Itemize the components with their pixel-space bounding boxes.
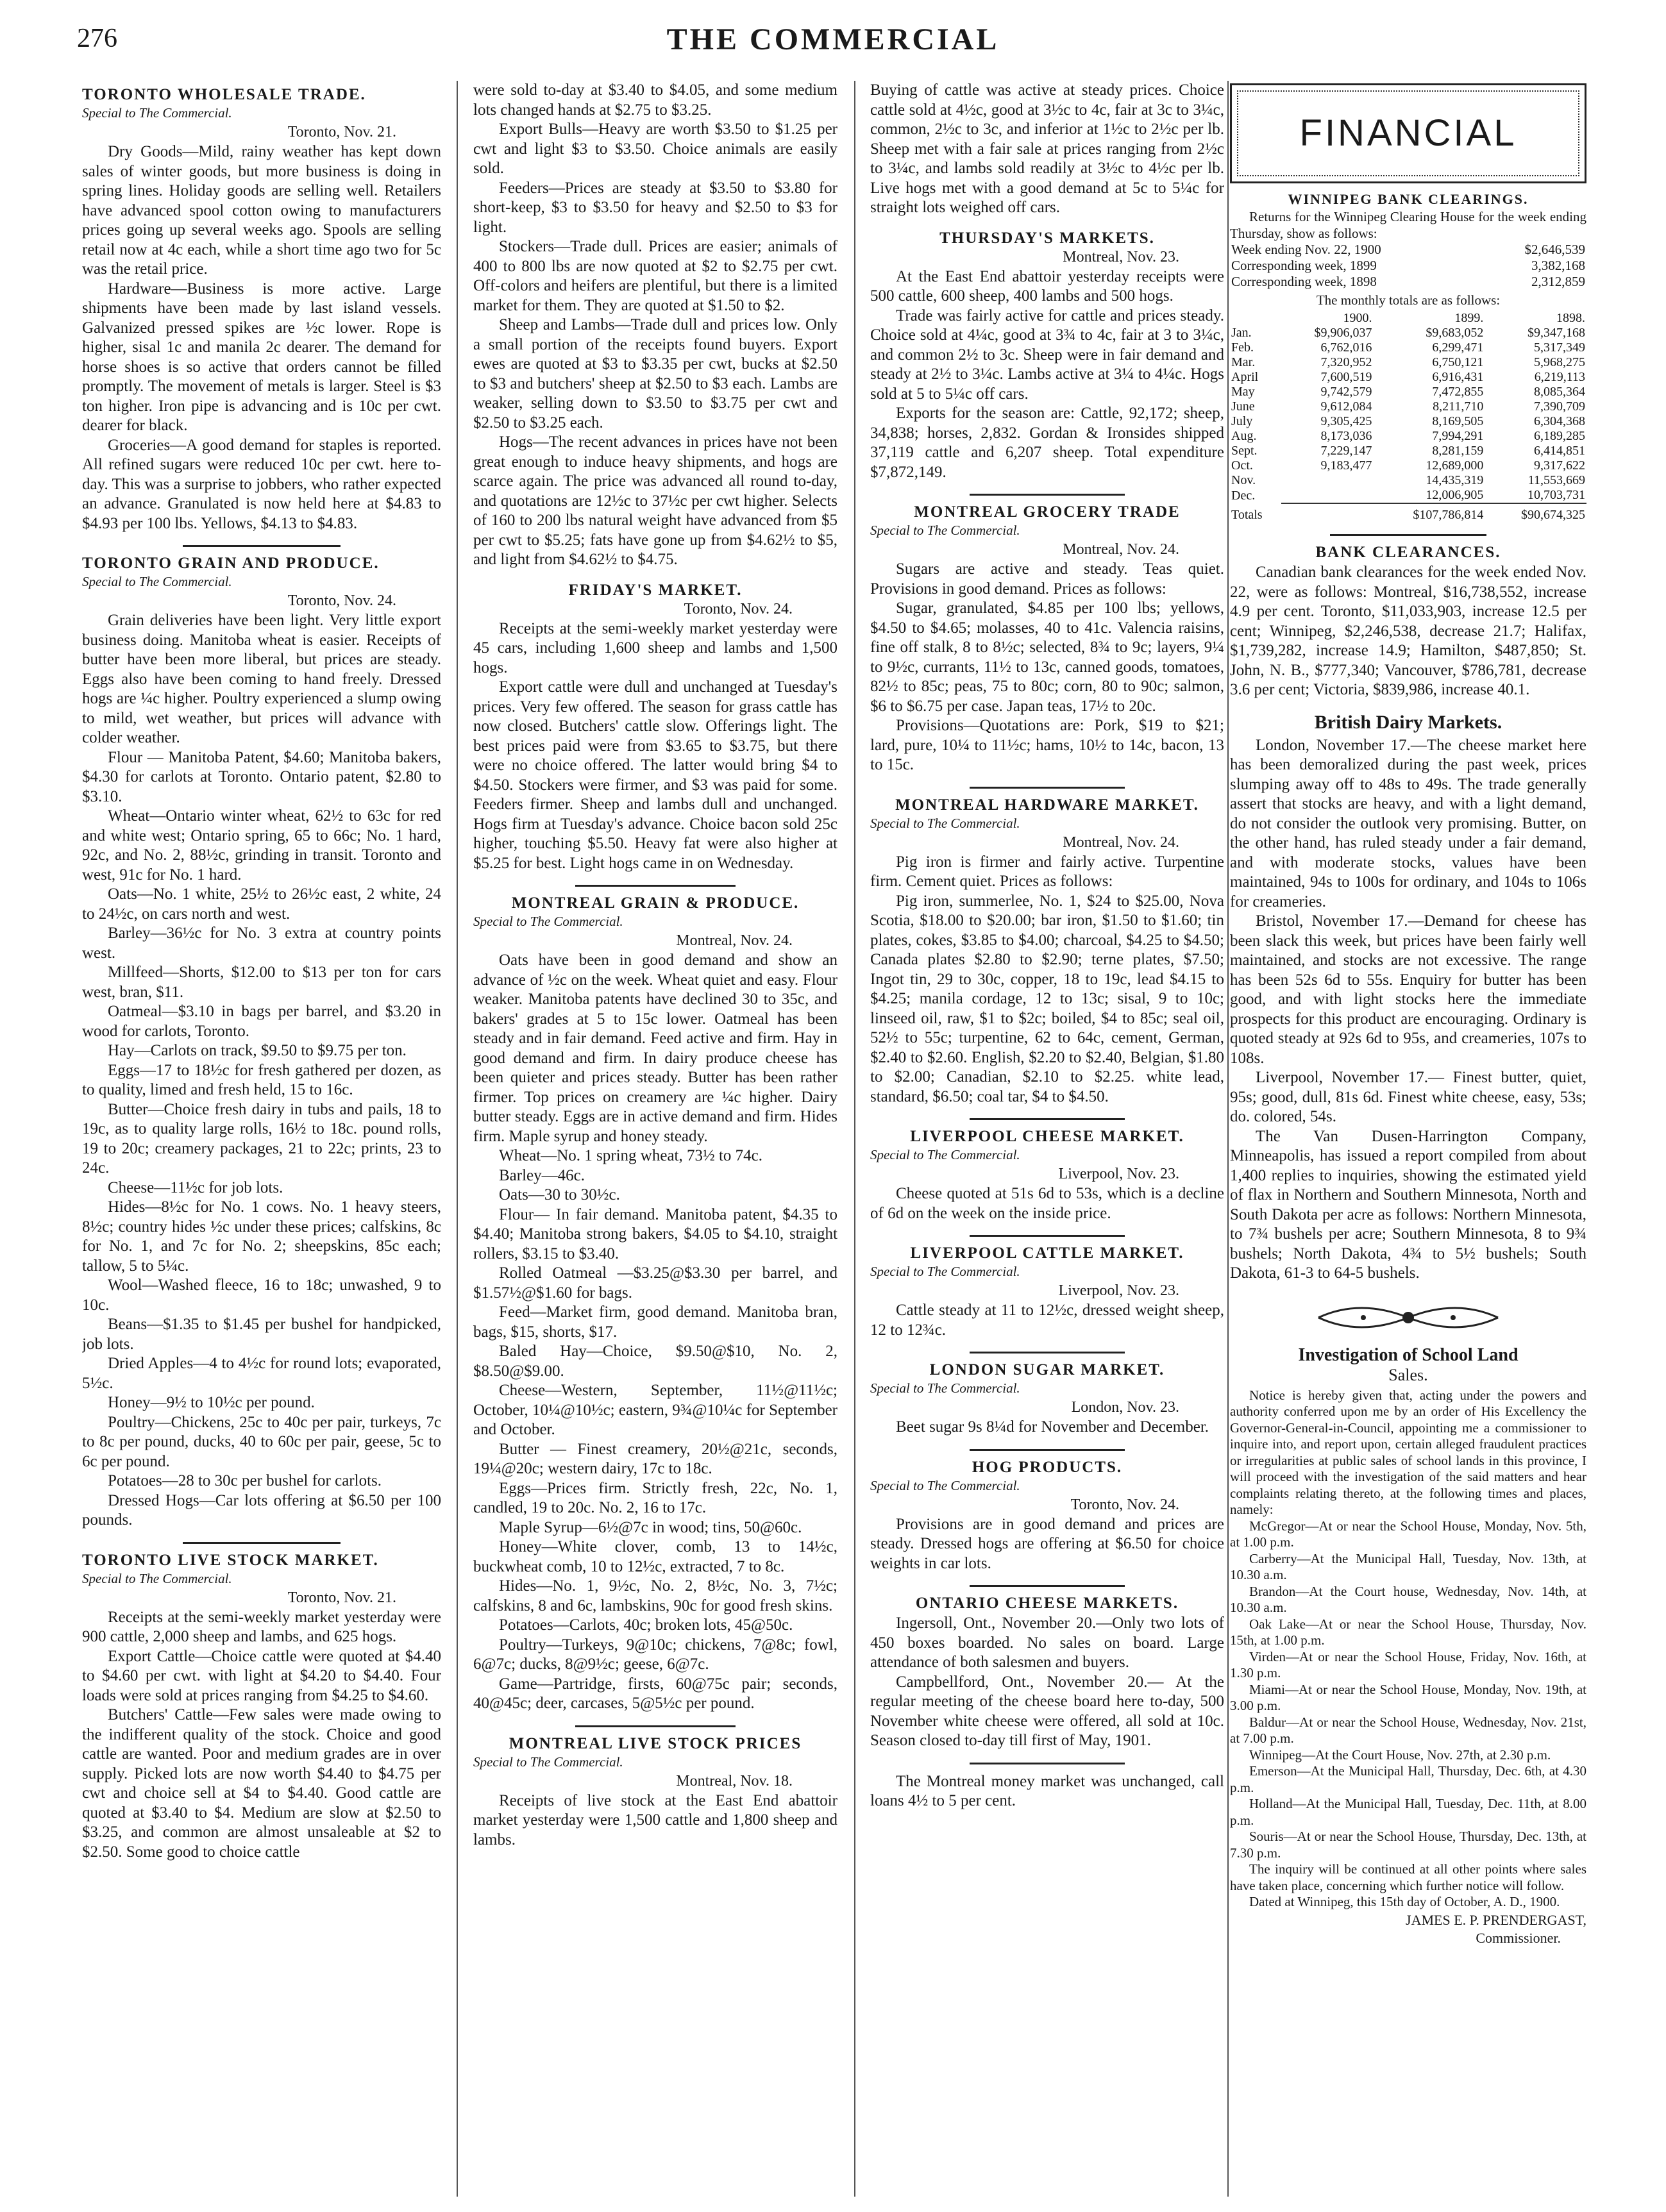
paragraph: Export Bulls—Heavy are worth $3.50 to $1.25 per cwt and light $3 to $3.50. Choice animals are easily sold.	[473, 121, 837, 177]
article-title: WINNIPEG BANK CLEARINGS.	[1288, 191, 1529, 207]
table-cell: 8,085,364	[1534, 385, 1585, 399]
article-title: ONTARIO CHEESE MARKETS.	[915, 1595, 1179, 1612]
paragraph: Maple Syrup—6½@7c in wood; tins, 50@60c.	[499, 1518, 802, 1536]
table-cell: Totals	[1231, 507, 1263, 522]
paragraph: Hides—8½c for No. 1 cows. No. 1 heavy steers, 8½c; country hides ½c under these prices; calfskins, 8c for No. 1, and 7c for No. 2; sheepskins, 85c each; tallow, 5 to 5¼c.	[82, 1198, 441, 1275]
table-cell: Corresponding week, 1898	[1231, 274, 1377, 289]
table-header-cell: 1899.	[1454, 311, 1484, 325]
totals-row	[1230, 503, 1586, 523]
table-cell: 6,916,431	[1432, 370, 1484, 384]
paragraph: Rolled Oatmeal —$3.25@$3.30 per barrel, and $1.57½@$1.60 for bags.	[473, 1264, 837, 1302]
paragraph: Eggs—17 to 18½c for fresh gathered per dozen, as to quality, limed and fresh held, 15 to 16c.	[82, 1061, 441, 1098]
table-cell: Jan.	[1231, 326, 1252, 340]
article-body	[1230, 736, 1586, 1284]
article-body	[82, 611, 441, 1530]
paragraph: Eggs—Prices firm. Strictly fresh, 22c, No. 1, candled, 19 to 20c. No. 2, 16 to 17c.	[473, 1479, 837, 1516]
article-body	[473, 619, 837, 874]
table-cell: 2,312,859	[1531, 274, 1585, 289]
article-body	[870, 1418, 1224, 1437]
paragraph: Liverpool, November 17.— Finest butter, quiet, 95s; good, dull, 81s 6d. Finest white cheese, easy, 53s; do. colored, 54s.	[1230, 1069, 1586, 1125]
schedule-item: Brandon—At the Court house, Wednesday, Nov. 14th, at 10.30 a.m.	[1230, 1583, 1586, 1615]
table-header-row	[1230, 311, 1586, 326]
montreal-livestock-continued	[870, 81, 1224, 218]
article-body	[870, 1614, 1224, 1751]
section-divider	[970, 1449, 1125, 1451]
paragraph: Groceries—A good demand for staples is reported. All refined sugars were reduced 10c per cwt. here to-day. This was a surprise to jobbers, who rather expected an advance. Granulated is now held here at $4.83 to $4.93 per 100 lbs. Yellows, $4.13 to $4.83.	[82, 436, 441, 532]
paragraph: Stockers—Trade dull. Prices are easier; animals of 400 to 800 lbs are now quoted at $2 to $2.75 per cwt. Off-colors and heifers are plentiful, but there is a limited market for them. They are quoted at $1.50 to $2.	[473, 238, 837, 314]
london-sugar-article	[870, 1361, 1224, 1437]
paragraph: Wheat—Ontario winter wheat, 62½ to 63c for red and white west; Ontario spring, 65 to 66c; No. 1 hard, 92c, and No. 2, 88½c, grinding in transit. Toronto and west, 91c for No. 1 hard.	[82, 807, 441, 884]
paragraph: Baled Hay—Choice, $9.50@$10, No. 2, $8.50@$9.00.	[473, 1343, 837, 1380]
british-dairy-article	[1230, 712, 1586, 1284]
section-divider	[970, 787, 1125, 789]
section-divider	[970, 1352, 1125, 1353]
table-cell: June	[1231, 399, 1255, 414]
schedule-item: Souris—At or near the School House, Thursday, Dec. 13th, at 7.30 p.m.	[1230, 1829, 1586, 1861]
table-row	[1230, 429, 1586, 444]
liverpool-cheese-article	[870, 1128, 1224, 1223]
bank-clearances-article	[1230, 544, 1586, 700]
paragraph: Receipts of live stock at the East End abattoir market yesterday were 1,500 cattle and 1,800 sheep and lambs.	[473, 1791, 837, 1848]
dateline: Montreal, Nov. 24.	[1063, 541, 1179, 558]
table-cell: 8,173,036	[1320, 429, 1372, 443]
table-row	[1230, 385, 1586, 399]
paragraph: Provisions are in good demand and prices are steady. Dressed hogs are offering at $6.50 for choice weights in car lots.	[870, 1515, 1224, 1572]
ontario-cheese-article	[870, 1595, 1224, 1751]
schedule-item: Oak Lake—At or near the School House, Thursday, Nov. 15th, at 1.00 p.m.	[1230, 1616, 1586, 1648]
montreal-livestock-article	[473, 1735, 837, 1850]
dateline: Montreal, Nov. 18.	[676, 1772, 793, 1789]
article-body	[870, 1772, 1224, 1811]
table-cell: $9,906,037	[1314, 326, 1372, 340]
dateline: Montreal, Nov. 24.	[676, 932, 793, 949]
article-title: TORONTO LIVE STOCK MARKET.	[82, 1551, 379, 1569]
table-cell: 11,553,669	[1527, 473, 1585, 487]
article-body	[82, 1608, 441, 1863]
article-body	[870, 1515, 1224, 1574]
column-4	[1230, 81, 1586, 2197]
paragraph: Buying of cattle was active at steady prices. Choice cattle sold at 4½c, good at 3½c to 4c, fair at 3c to 3¼c, common, 2½c to 3c, and inferior at 1½c to 2½c per lb. Sheep met with a fair sale at prices ranging from 2½c to 3¼c, and lambs sold readily at 3½c to 4½c per lb. Live hogs met with a good demand at 5c to 5¼c for straight lots weighed off cars.	[870, 81, 1224, 216]
table-row	[1230, 258, 1586, 274]
table-row	[1230, 274, 1586, 290]
paragraph: Butchers' Cattle—Few sales were made owing to the indifferent quality of the stock. Choice and good cattle are wanted. Poor and medium grades are in over supply. Picked lots are now worth $4.40 to $4.75 per cwt and choice sell at $4 to $4.40. Good cattle are quoted at $3.40 to $4. Medium are slow at $2.50 to $3.25, and common are almost unsaleable at $2 to $2.50. Some good to choice cattle	[82, 1706, 441, 1861]
table-row	[1230, 473, 1586, 488]
paragraph: Potatoes—28 to 30c per bushel for carlots.	[108, 1472, 382, 1489]
dateline: Toronto, Nov. 21.	[287, 1589, 396, 1606]
table-cell: $9,347,168	[1527, 326, 1585, 340]
paragraph: Potatoes—Carlots, 40c; broken lots, 45@50c.	[499, 1616, 793, 1634]
schedule-item: Baldur—At or near the School House, Wednesday, Nov. 21st, at 7.00 p.m.	[1230, 1714, 1586, 1746]
article-body	[1230, 563, 1586, 700]
paragraph: At the East End abattoir yesterday receipts were 500 cattle, 600 sheep, 400 lambs and 500 hogs.	[870, 267, 1224, 305]
table-cell: 5,968,275	[1534, 355, 1585, 369]
paragraph: The Van Dusen-Harrington Company, Minneapolis, has issued a report compiled from about 1,400 replies to inquiries, showing the estimated yield of flax in Northern and Southern Minnesota, North and South Dakota per acre as follows: Northern Minnesota, to 7¾ bushels per acre; Southern Minnesota, 8 to 9¾ bushels; North Dakota, 4¾ to 5½ bushels; South Dakota, 61-3 to 64-5 bushels.	[1230, 1127, 1586, 1282]
paragraph: Hay—Carlots on track, $9.50 to $9.75 per ton.	[108, 1042, 407, 1059]
table-cell: July	[1231, 414, 1253, 428]
table-cell: 6,219,113	[1534, 370, 1585, 384]
schedule-item: Holland—At the Municipal Hall, Tuesday, Dec. 11th, at 8.00 p.m.	[1230, 1796, 1586, 1828]
paragraph: Butter — Finest creamery, 20½@21c, seconds, 19¼@20c; western dairy, 17c to 18c.	[473, 1440, 837, 1477]
special-credit: Special to The Commercial.	[870, 1264, 1020, 1279]
paragraph: Flour — Manitoba Patent, $4.60; Manitoba bakers, $4.30 for carlots at Toronto. Ontario patent, $2.80 to $3.10.	[82, 748, 441, 805]
paragraph: Wheat—No. 1 spring wheat, 73½ to 74c.	[499, 1147, 763, 1164]
table-row	[1230, 326, 1586, 340]
toronto-grain-article	[82, 555, 441, 1530]
weekly-clearings-table	[1230, 242, 1586, 290]
clearings-intro: Returns for the Winnipeg Clearing House for the week ending Thursday, show as follows:	[1230, 209, 1586, 241]
section-divider	[183, 1542, 341, 1544]
table-cell: Mar.	[1231, 355, 1256, 369]
table-row	[1230, 399, 1586, 414]
dateline: London, Nov. 23.	[1071, 1399, 1179, 1416]
paragraph: Ingersoll, Ont., November 20.—Only two lots of 450 boxes boarded. No sales on board. Large attendance of both salesmen and buyers.	[870, 1614, 1224, 1671]
liverpool-cattle-article	[870, 1244, 1224, 1340]
table-cell: 6,414,851	[1534, 444, 1585, 458]
paragraph: Poultry—Chickens, 25c to 40c per pair, turkeys, 7c to 8c per pound, ducks, 40 to 60c per pair, geese, 5c to 6c per pound.	[82, 1413, 441, 1470]
money-market-note	[870, 1772, 1224, 1811]
ornament-icon	[1312, 1295, 1504, 1340]
table-cell: Corresponding week, 1899	[1231, 258, 1377, 273]
table-cell: 7,472,855	[1432, 385, 1484, 399]
article-body	[870, 81, 1224, 218]
signature-role: Commissioner.	[1476, 1929, 1561, 1946]
paragraph: Butter—Choice fresh dairy in tubs and pails, 18 to 19c, as to quality large rolls, 16½ to 18c. pound rolls, 19 to 20c; creamery packages, 21 to 22c; prints, 23 to 24c.	[82, 1100, 441, 1177]
paragraph: Honey—White clover, comb, 13 to 14½c, buckwheat comb, 10 to 12½c, extracted, 7 to 8c.	[473, 1538, 837, 1575]
table-cell: 6,189,285	[1534, 429, 1585, 443]
table-cell: 12,006,905	[1426, 488, 1484, 502]
article-title: LIVERPOOL CHEESE MARKET.	[910, 1128, 1184, 1145]
notice-title: Investigation of School Land	[1298, 1345, 1519, 1365]
paragraph: Campbellford, Ont., November 20.— At the regular meeting of the cheese board here to-day, 500 November white cheese were offered, all sold at 10c. Season closed to-day till first of May, 1901.	[870, 1673, 1224, 1749]
paragraph: Flour— In fair demand. Manitoba patent, $4.35 to $4.40; Manitoba strong bakers, $4.05 to $4.10, straight rollers, $3.15 to $3.40.	[473, 1205, 837, 1262]
paragraph: Provisions—Quotations are: Pork, $19 to $21; lard, pure, 10¼ to 11½c; hams, 10½ to 14c, bacon, 13 to 15c.	[870, 717, 1224, 773]
section-divider	[970, 1118, 1125, 1120]
table-cell: 7,320,952	[1320, 355, 1372, 369]
special-credit: Special to The Commercial.	[473, 1754, 623, 1770]
table-cell: Aug.	[1231, 429, 1257, 443]
article-body	[473, 951, 837, 1714]
dateline: Montreal, Nov. 23.	[1063, 248, 1179, 265]
paragraph: Cheese quoted at 51s 6d to 53s, which is a decline of 6d on the week on the inside price.	[870, 1185, 1224, 1222]
special-credit: Special to The Commercial.	[870, 1477, 1020, 1493]
paragraph: Barley—36½c for No. 3 extra at country points west.	[82, 925, 441, 962]
special-credit: Special to The Commercial.	[82, 574, 232, 589]
table-header-cell: 1900.	[1343, 311, 1372, 325]
dateline: Toronto, Nov. 24.	[287, 592, 396, 609]
paragraph: Export cattle were dull and unchanged at Tuesday's prices. Very few offered. The season for grass cattle has now closed. Butchers' cattle slow. Offerings light. The best prices paid were from $3.65 to $3.75, but there were no choice offered. The latter would bring $4 to $4.50. Stockers were firmer, and $3 was paid for some. Feeders firmer. Sheep and lambs dull and unchanged. Hogs firm at Tuesday's advance. Choice bacon sold 25c higher, touching $5.50. Heavy fat were also higher at $5.25 for best. Light hogs came in on Wednesday.	[473, 678, 837, 872]
article-body	[82, 142, 441, 533]
page-number: 276	[77, 24, 117, 53]
section-divider	[970, 1585, 1125, 1587]
section-divider	[575, 1725, 736, 1727]
section-divider	[1330, 534, 1487, 536]
special-credit: Special to The Commercial.	[870, 815, 1020, 831]
schedule-item: Winnipeg—At the Court House, Nov. 27th, at 2.30 p.m.	[1249, 1747, 1551, 1763]
section-divider	[575, 885, 736, 887]
dateline: Toronto, Nov. 24.	[684, 600, 793, 617]
paragraph: Hogs—The recent advances in prices have not been great enough to induce heavy shipments, and hogs are scarce again. The price was advanced all round to-day, and quotations are 12½c to 37½c per cwt higher. Selects of 160 to 200 lbs natural weight have advanced from $5 per cwt to $5.25; fats have gone up from $4.62½ to $5, and light from $4.62½ to $4.75.	[473, 433, 837, 568]
paragraph: Sugars are active and steady. Teas quiet. Provisions in good demand. Prices as follows:	[870, 560, 1224, 598]
hog-products-article	[870, 1459, 1224, 1574]
special-credit: Special to The Commercial.	[82, 1570, 232, 1586]
paragraph: Honey—9½ to 10½c per pound.	[108, 1394, 315, 1411]
toronto-livestock-article	[82, 1552, 441, 1863]
article-body	[473, 81, 837, 570]
toronto-livestock-continued	[473, 81, 837, 570]
paragraph: Pig iron is firmer and fairly active. Turpentine firm. Cement quiet. Prices as follows:	[870, 853, 1224, 890]
table-cell: 7,600,519	[1320, 370, 1372, 384]
article-title: MONTREAL GROCERY TRADE	[914, 503, 1181, 521]
paragraph: Beans—$1.35 to $1.45 per bushel for handpicked, job lots.	[82, 1316, 441, 1353]
table-cell: Week ending Nov. 22, 1900	[1231, 242, 1381, 257]
schedule-item: McGregor—At or near the School House, Monday, Nov. 5th, at 1.00 p.m.	[1230, 1518, 1586, 1550]
montreal-hardware-article	[870, 796, 1224, 1107]
article-body	[870, 853, 1224, 1107]
paragraph: Hardware—Business is more active. Large shipments have been made by last island vessels. Galvanized pressed spikes are ½c lower. Rope is higher, sisal 1c and manila 2c dearer. The demand for horse shoes is so active that orders cannot be filled promptly. The movement of metals is larger. Steel is $3 ton higher. Iron pipe is advancing and is 10c per cwt. dearer for black.	[82, 280, 441, 434]
paragraph: Grain deliveries have been light. Very little export business doing. Manitoba wheat is easier. Receipts of butter have been more liberal, but prices are steady. Eggs also have been coming to hand freely. Dressed hogs are ¼c higher. Poultry experienced a slump owing to mild, wet weather, but prices will advance with colder weather.	[82, 612, 441, 746]
notice-intro: Notice is hereby given that, acting under the powers and authority conferred upon me by an order of His Excellency the Governor-General-in-Council, appointing me a commissioner to inquire into, and report upon, certain alleged fraudulent practices or irregularities at public sales of school lands in this province, I will proceed with the investigation of the said matters and hear complaints relating thereto, at the following times and places, namely:	[1230, 1387, 1586, 1517]
dateline: Liverpool, Nov. 23.	[1058, 1282, 1179, 1299]
special-credit: Special to The Commercial.	[870, 1147, 1020, 1162]
article-title: TORONTO GRAIN AND PRODUCE.	[82, 555, 380, 572]
special-credit: Special to The Commercial.	[473, 914, 623, 929]
winnipeg-clearings	[1230, 191, 1586, 523]
article-title: FRIDAY'S MARKET.	[568, 581, 743, 599]
financial-heading: FINANCIAL	[1299, 112, 1517, 154]
section-divider	[970, 1763, 1125, 1764]
article-title: BANK CLEARANCES.	[1315, 544, 1501, 561]
table-cell: $9,683,052	[1426, 326, 1484, 340]
table-cell: 8,169,505	[1432, 414, 1484, 428]
table-row	[1230, 370, 1586, 385]
paragraph: Millfeed—Shorts, $12.00 to $13 per ton for cars west, bran, $11.	[82, 964, 441, 1001]
schedule-item: Virden—At or near the School House, Friday, Nov. 16th, at 1.30 p.m.	[1230, 1648, 1586, 1680]
table-row	[1230, 458, 1586, 473]
article-title: British Dairy Markets.	[1314, 711, 1502, 733]
table-cell: 9,317,622	[1534, 458, 1585, 473]
article-body	[870, 1184, 1224, 1223]
dateline: Montreal, Nov. 24.	[1063, 834, 1179, 851]
dateline: Toronto, Nov. 21.	[287, 124, 396, 140]
school-land-notice	[1230, 1345, 1586, 1947]
paragraph: were sold to-day at $3.40 to $4.05, and some medium lots changed hands at $2.75 to $3.25.	[473, 81, 837, 119]
paragraph: Cattle steady at 11 to 12½c, dressed weight sheep, 12 to 12¾c.	[870, 1302, 1224, 1339]
table-cell: 6,304,368	[1534, 414, 1585, 428]
table-cell: April	[1231, 370, 1259, 384]
table-cell: 6,750,121	[1432, 355, 1484, 369]
table-cell: 3,382,168	[1531, 258, 1585, 273]
article-body	[870, 267, 1224, 483]
paragraph: Oats have been in good demand and show an advance of ½c on the week. Wheat quiet and easy. Flour weaker. Manitoba patents have declined 30 to 35c, and bakers' grades at 5 to 15c lower. Oatmeal has been steady and in fair demand. Feed active and firm. Hay in good demand and firm. In dairy produce cheese has been quieter and prices steady. Butter has been rather firmer. Top prices on creamery are ¼c higher. Dairy butter steady. Eggs are in active demand and firm. Hides firm. Maple syrup and honey steady.	[473, 951, 837, 1145]
column-3	[870, 81, 1224, 2197]
page-header	[0, 0, 1666, 58]
notice-schedule	[1230, 1518, 1586, 1862]
paragraph: Sheep and Lambs—Trade dull and prices low. Only a small portion of the receipts found buyers. Export ewes are quoted at $3 to $3.35 per cwt, bucks at $2.50 to $3 and butchers' sheep at $2.50 to $3 each. Lambs are weaker, selling down to $3.50 to $3.75 per cwt and $2.50 to $3.25 each.	[473, 316, 837, 432]
montreal-grocery-article	[870, 503, 1224, 775]
schedule-item: Emerson—At the Municipal Hall, Thursday, Dec. 6th, at 4.30 p.m.	[1230, 1763, 1586, 1795]
table-cell: Dec.	[1231, 488, 1256, 503]
thursday-markets-article	[870, 230, 1224, 483]
financial-banner	[1230, 83, 1586, 183]
paragraph: Hides—No. 1, 9½c, No. 2, 8½c, No. 3, 7½c; calfskins, 8 and 6c, lambskins, 90c for good fresh skins.	[473, 1577, 837, 1614]
table-cell: 7,994,291	[1432, 429, 1484, 443]
article-title: TORONTO WHOLESALE TRADE.	[82, 86, 366, 103]
paragraph: Pig iron, summerlee, No. 1, $24 to $25.00, Nova Scotia, $18.00 to $20.00; bar iron, $1.50 to $1.60; tin plates, cokes, $3.85 to $4.00; charcoal, $4.25 to $4.50; Canada plates $2.80 to $2.90; terne plates, $7.50; Ingot tin, 29 to 30c, copper, 18 to 19c, lead $4.15 to $4.25; manila cordage, 12 to 13c; sisal, 9 to 10c; linseed oil, raw, $1 to $2c; boiled, $4 to 85c; seal oil, 52½ to 55c; turpentine, 62 to 64c, cement, German, $2.40 to $2.60. English, $2.20 to $2.40, Belgian, $1.80 to $2.00; Canadian, $2.10 to $2.25. white lead, standard, $6.50; coal tar, $4 to $4.50.	[870, 892, 1224, 1105]
article-title: MONTREAL HARDWARE MARKET.	[895, 796, 1199, 814]
table-header-cell: 1898.	[1556, 311, 1585, 325]
table-cell: 9,612,084	[1320, 399, 1372, 414]
table-cell: 5,317,349	[1534, 340, 1585, 355]
table-cell: 14,435,319	[1426, 473, 1484, 487]
table-row	[1230, 242, 1586, 258]
paragraph: Receipts at the semi-weekly market yesterday were 45 cars, including 1,600 sheep and lambs and 1,500 hogs.	[473, 619, 837, 676]
column-rule	[1227, 81, 1229, 2197]
table-cell: 9,742,579	[1320, 385, 1372, 399]
montreal-grain-article	[473, 894, 837, 1714]
special-credit: Special to The Commercial.	[82, 105, 232, 121]
table-cell: 7,229,147	[1320, 444, 1372, 458]
article-title: THURSDAY'S MARKETS.	[939, 229, 1155, 247]
column-rule	[457, 81, 458, 2197]
paragraph: Beet sugar 9s 8¼d for November and December.	[896, 1418, 1209, 1436]
paragraph: Exports for the season are: Cattle, 92,172; sheep, 34,838; horses, 2,832. Gordan & Ironsides shipped 37,119 cattle and 6,207 sheep. Total expenditure $7,872,149.	[870, 405, 1224, 481]
paragraph: Canadian bank clearances for the week ended Nov. 22, were as follows: Montreal, $16,738,552, increase 4.9 per cent. Toronto, $11,033,903, increase 12.5 per cent; Winnipeg, $2,246,538, decrease 21.7; Halifax, $1,739,282, increase 14.9; Hamilton, $487,850; St. John, N. B., $777,340; Vancouver, $786,781, decrease 3.6 per cent; Victoria, $839,986, increase 40.1.	[1230, 564, 1586, 698]
column-2	[473, 81, 837, 2197]
friday-market-article	[473, 582, 837, 874]
paragraph: Oats—30 to 30½c.	[499, 1186, 620, 1203]
table-cell: $2,646,539	[1524, 242, 1585, 257]
masthead-title: THE COMMERCIAL	[666, 22, 1000, 56]
paragraph: Feed—Market firm, good demand. Manitoba bran, bags, $15, shorts, $17.	[473, 1303, 837, 1341]
special-credit: Special to The Commercial.	[870, 523, 1020, 538]
paragraph: Oats—No. 1 white, 25½ to 26½c east, 2 white, 24 to 24½c, on cars north and west.	[82, 885, 441, 923]
section-divider	[970, 494, 1125, 496]
paragraph: Poultry—Turkeys, 9@10c; chickens, 7@8c; fowl, 6@7c; ducks, 8@9½c; geese, 6@7c.	[473, 1636, 837, 1673]
toronto-wholesale-article	[82, 86, 441, 533]
table-cell	[1281, 503, 1373, 523]
table-cell: 8,211,710	[1433, 399, 1484, 414]
table-row	[1230, 444, 1586, 458]
paragraph: Receipts at the semi-weekly market yesterday were 900 cattle, 2,000 sheep and lambs, and 625 hogs.	[82, 1608, 441, 1645]
paragraph: The Montreal money market was unchanged, call loans 4½ to 5 per cent.	[870, 1772, 1224, 1809]
paragraph: Sugar, granulated, $4.85 per 100 lbs; yellows, $4.50 to $4.65; molasses, 40 to 41c. Valencia raisins, fine off stalk, 8 to 8½c; selected, 8¾ to 9c; layers, 9¼ to 9½c, currants, 11½ to 13c, canned goods, tomatoes, 82½ to 85c; peas, 75 to 80c; corn, 80 to 90c; salmon, $6 to $6.75 per case. Japan teas, 17½ to 20c.	[870, 599, 1224, 715]
paragraph: Trade was fairly active for cattle and prices steady. Choice sold at 4¼c, good at 3¾ to 4c, fair at 3 to 3¼c, and common 2½ to 3c. Sheep were in fair demand and steady at 2½ to 3¼c. Lambs active at 3¼ to 4¼c. Hogs sold at 5 to 5¼c off cars.	[870, 306, 1224, 403]
paragraph: Dressed Hogs—Car lots offering at $6.50 per 100 pounds.	[82, 1491, 441, 1529]
article-body	[870, 1301, 1224, 1340]
section-divider	[183, 545, 341, 547]
article-body	[870, 560, 1224, 775]
table-cell: 6,762,016	[1320, 340, 1372, 355]
table-cell: 9,305,425	[1320, 414, 1372, 428]
special-credit: Special to The Commercial.	[870, 1380, 1020, 1396]
monthly-caption: The monthly totals are as follows:	[1316, 292, 1501, 308]
paragraph: Oatmeal—$3.10 in bags per barrel, and $3.20 in wood for carlots, Toronto.	[82, 1003, 441, 1040]
paragraph: Cheese—Western, September, 11½@11½c; October, 10¼@10½c; eastern, 9¾@10¼c for September and October.	[473, 1382, 837, 1438]
table-cell: Nov.	[1231, 473, 1256, 487]
table-cell: Sept.	[1231, 444, 1258, 458]
notice-subtitle: Sales.	[1388, 1365, 1428, 1384]
paragraph: London, November 17.—The cheese market here has been demoralized during the past week, prices slumping away off to 48s to 49s. The trade generally assert that stocks are heavy, and with a light demand, do not consider the outlook very promising. Butter, on the other hand, has ruled steady under a fair demand, and with moderate stocks, values have been maintained, 94s to 100s for ordinary, and 104s to 106s for creameries.	[1230, 736, 1586, 910]
table-row	[1230, 414, 1586, 429]
article-title: HOG PRODUCTS.	[972, 1458, 1123, 1476]
column-rule	[854, 81, 855, 2197]
notice-closing: The inquiry will be continued at all other points where sales have taken place, concerning which further notice will follow.	[1230, 1861, 1586, 1893]
paragraph: Cheese—11½c for job lots.	[108, 1178, 283, 1196]
table-cell: 10,703,731	[1527, 488, 1585, 502]
table-row	[1230, 340, 1586, 355]
table-cell: 9,183,477	[1320, 458, 1372, 473]
section-divider	[970, 1235, 1125, 1237]
article-title: MONTREAL GRAIN & PRODUCE.	[511, 894, 800, 912]
paragraph: Feeders—Prices are steady at $3.50 to $3.80 for short-keep, $3 to $3.50 for heavy and $2.50 to $3 for light.	[473, 179, 837, 236]
signature-name: JAMES E. P. PRENDERGAST,	[1406, 1911, 1586, 1928]
paragraph: Export Cattle—Choice cattle were quoted at $4.40 to $4.60 per cwt. with light at $4.20 to $4.40. Four loads were sold at prices ranging from $4.25 to $4.60.	[82, 1647, 441, 1704]
table-cell: 7,390,709	[1534, 399, 1585, 414]
table-cell: Oct.	[1231, 458, 1253, 473]
table-cell	[1281, 473, 1373, 488]
table-row	[1230, 355, 1586, 370]
notice-date: Dated at Winnipeg, this 15th day of October, A. D., 1900.	[1249, 1894, 1560, 1909]
table-header-cell	[1230, 311, 1281, 326]
table-cell: Feb.	[1231, 340, 1254, 355]
article-title: LONDON SUGAR MARKET.	[929, 1361, 1165, 1378]
table-cell	[1281, 488, 1373, 503]
table-cell: 12,689,000	[1426, 458, 1484, 473]
dateline: Toronto, Nov. 24.	[1070, 1496, 1179, 1513]
dateline: Liverpool, Nov. 23.	[1058, 1166, 1179, 1182]
paragraph: Wool—Washed fleece, 16 to 18c; unwashed, 9 to 10c.	[82, 1277, 441, 1314]
paragraph: Dried Apples—4 to 4½c for round lots; evaporated, 5½c.	[82, 1355, 441, 1392]
table-cell: 6,299,471	[1432, 340, 1484, 355]
paragraph: Bristol, November 17.—Demand for cheese has been slack this week, but prices have been fairly well maintained, and stocks are not excessive. The range has been 52s 6d to 55s. Enquiry for butter has been good, and with light stocks here the immediate prospects for this product are encouraging. Ordinary is quoted steady at 92s 6d to 95s, and creameries, 107s to 108s.	[1230, 912, 1586, 1067]
schedule-item: Miami—At or near the School House, Monday, Nov. 19th, at 3.00 p.m.	[1230, 1681, 1586, 1713]
table-row	[1230, 488, 1586, 503]
column-1	[82, 81, 441, 2197]
table-cell: 8,281,159	[1432, 444, 1484, 458]
paragraph: Dry Goods—Mild, rainy weather has kept down sales of winter goods, but more business is doing in spring lines. Holiday goods are selling well. Retailers have advanced spool cotton owing to manufacturers prices going up several weeks ago. Spools are selling retail now at 4c each, while a short time ago two for 5c was the retail price.	[82, 143, 441, 278]
monthly-clearings-table	[1230, 311, 1586, 523]
article-title: LIVERPOOL CATTLE MARKET.	[910, 1244, 1184, 1262]
article-title: MONTREAL LIVE STOCK PRICES	[509, 1734, 802, 1752]
paragraph: Barley—46c.	[499, 1166, 585, 1184]
table-cell: $90,674,325	[1485, 503, 1586, 523]
table-cell: May	[1231, 385, 1255, 399]
schedule-item: Carberry—At the Municipal Hall, Tuesday, Nov. 13th, at 10.30 a.m.	[1230, 1550, 1586, 1582]
paragraph: Game—Partridge, firsts, 60@75c pair; seconds, 40@45c; deer, carcases, 5@5½c per pound.	[473, 1675, 837, 1712]
article-body	[473, 1791, 837, 1850]
table-cell: $107,786,814	[1374, 503, 1485, 523]
